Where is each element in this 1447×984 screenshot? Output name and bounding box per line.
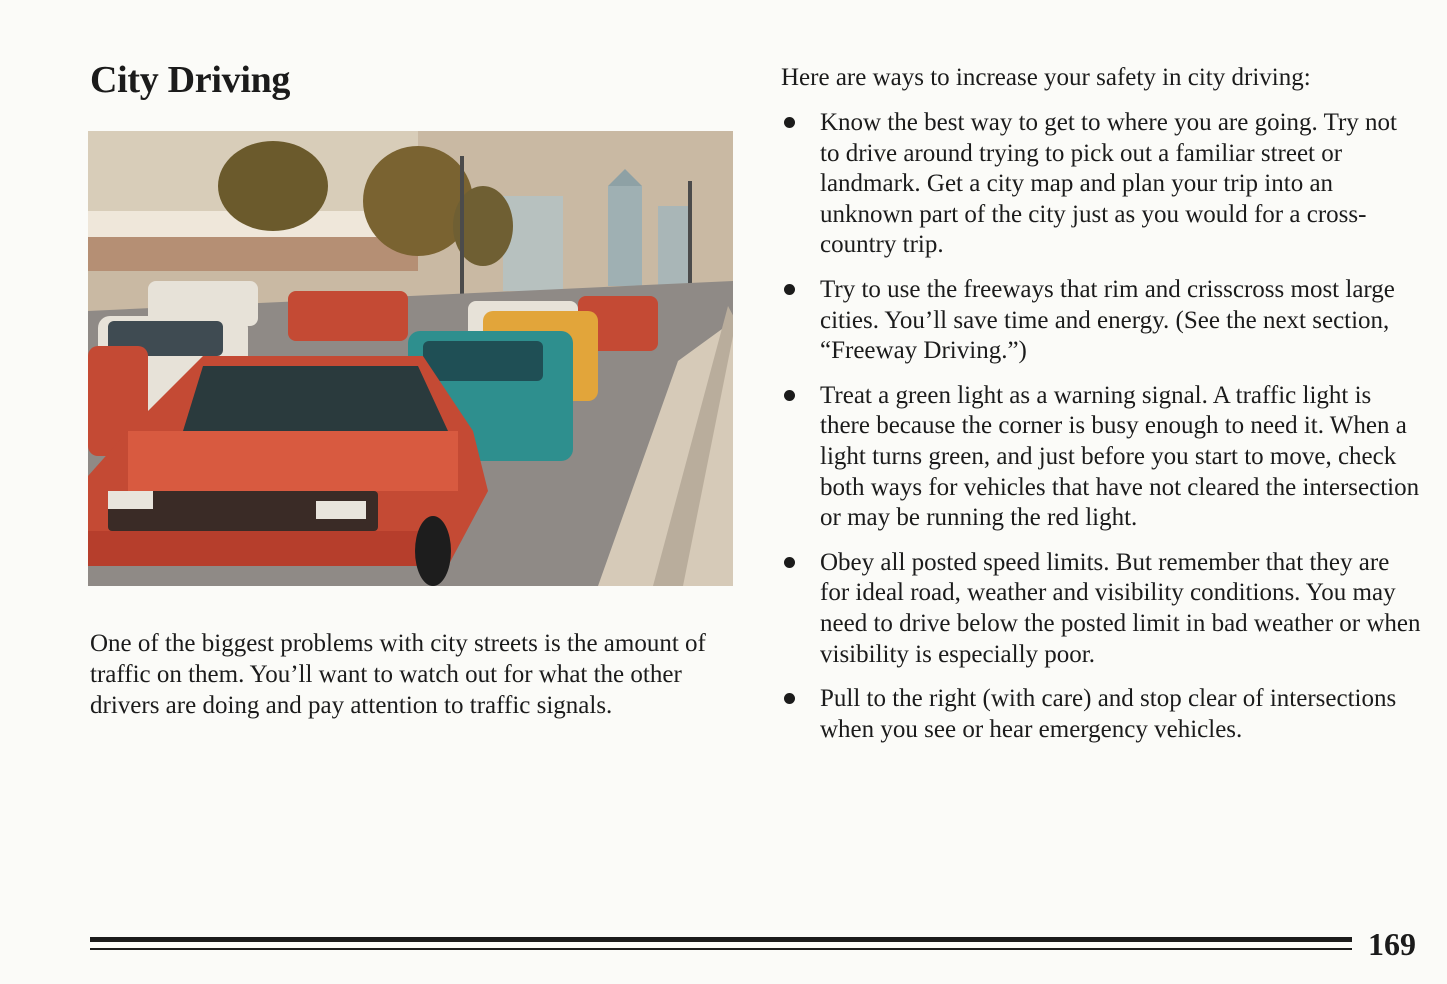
list-item-text: Treat a green light as a warning signal. A traffic light is there because the corner is busy enough to need it. When a light turns green, and just before you start to move, check both ways for vehicles that have not cleared the intersection or may be running the red light. xyxy=(820,381,1420,532)
illustration-building-far-2 xyxy=(658,206,688,286)
list-item-text: Obey all posted speed limits. But remember that they are for ideal road, weather and visibility conditions. You may need to drive below the posted limit in bad weather or when visibility is especially poor. xyxy=(820,548,1421,668)
city-traffic-illustration xyxy=(88,131,733,586)
illustration-building-base xyxy=(88,237,418,271)
list-item xyxy=(781,381,1421,534)
illustration-tower xyxy=(608,186,642,286)
page-title: City Driving xyxy=(90,59,291,101)
list-item xyxy=(781,275,1421,367)
page-number: 169 xyxy=(1368,926,1416,962)
bullet-icon xyxy=(784,284,795,295)
illustration-car-main-glass xyxy=(183,366,448,431)
bullet-icon xyxy=(784,117,795,128)
illustration-car-main-hood xyxy=(128,431,458,491)
bullet-icon xyxy=(784,557,795,568)
list-item xyxy=(781,108,1421,261)
list-item-text: Try to use the freeways that rim and crisscross most large cities. You’ll save time and energy. (See the next section, “Freeway Driving.”) xyxy=(820,275,1395,365)
illustration-building-far xyxy=(503,196,563,291)
illustration-car-far-3 xyxy=(288,291,408,341)
footer-rule-thin xyxy=(90,948,1352,950)
list-item xyxy=(781,684,1421,745)
illustration-car-main-headlight-2 xyxy=(316,501,366,519)
safety-intro: Here are ways to increase your safety in city driving: xyxy=(781,64,1311,91)
illustration-lamp-post xyxy=(460,156,464,296)
intro-paragraph: One of the biggest problems with city streets is the amount of traffic on them. You’ll want to watch out for what the other drivers are doing and pay attention to traffic signals. xyxy=(90,630,706,719)
bullet-icon xyxy=(784,693,795,704)
list-item xyxy=(781,548,1421,670)
illustration-car-main-wheel xyxy=(415,516,451,586)
illustration-car-teal-glass xyxy=(423,341,543,381)
illustration-tree xyxy=(218,141,328,231)
safety-tips-list xyxy=(781,108,1421,759)
list-item-text: Know the best way to get to where you are going. Try not to drive around trying to pick out a familiar street or landmark. Get a city map and plan your trip into an unknown part of the city just as you would for a cross-country trip. xyxy=(820,109,1398,259)
list-item-text: Pull to the right (with care) and stop clear of intersections when you see or hear emergency vehicles. xyxy=(820,685,1397,743)
illustration-car-main-headlight xyxy=(108,491,153,509)
bullet-icon xyxy=(784,390,795,401)
footer-rule xyxy=(90,937,1352,942)
illustration-car-main-bumper xyxy=(88,531,428,566)
